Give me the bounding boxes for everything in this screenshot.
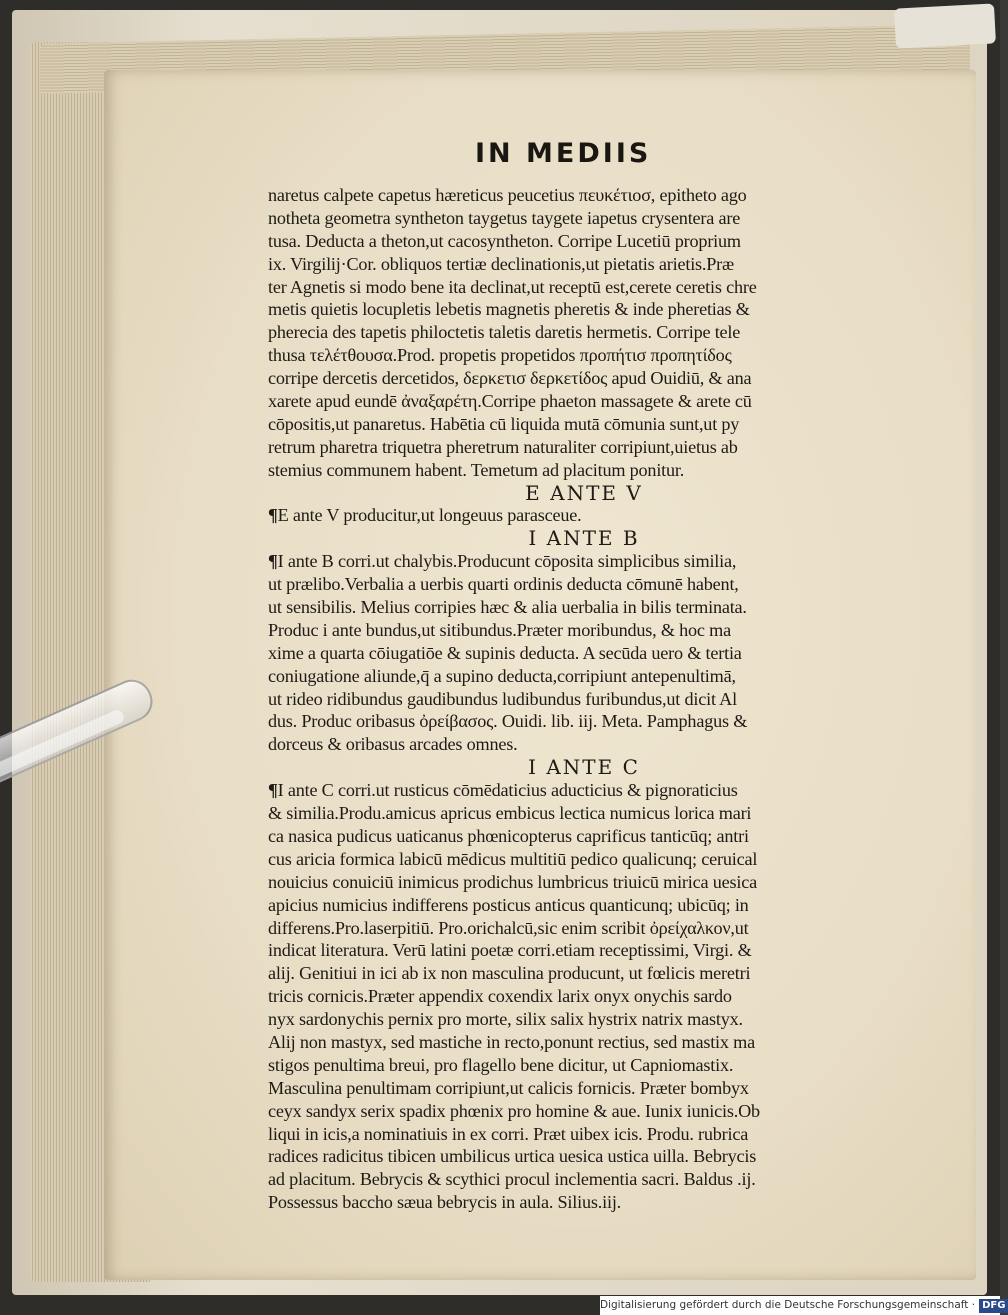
text-line: alij. Genitiui in ici ab ix non masculina producunt, ut fœlicis meretri — [268, 963, 751, 984]
text-line: ad placitum. Bebrycis & scythici procul inclementia sacri. Baldus .ij. — [268, 1169, 756, 1190]
text-line: & similia.Produ.amicus apricus embicus lectica numicus lorica mari — [268, 803, 752, 824]
text-line: Possessus baccho sæua bebrycis in aula. Silius.iij. — [268, 1192, 622, 1213]
text-line: Alij non mastyx, sed mastiche in recto,ponunt rectius, sed mastix ma — [268, 1031, 755, 1052]
text-line: cus aricia formica labicū mēdicus multitiū pedico qualicunq; ceruical — [268, 848, 758, 869]
text-line: dorceus & oribasus arcades omnes. — [268, 734, 518, 755]
text-line: ut prælibo.Verbalia a uerbis quarti ordinis deducta cōmunē habent, — [268, 574, 739, 595]
text-line: coniugatione aliunde,q̄ a supino deducta,corripiunt antepenultimā, — [268, 665, 736, 686]
text-line: stemius communem habent. Temetum ad placitum ponitur. — [268, 459, 685, 480]
section-heading-i-ante-b: I ANTE B — [528, 526, 640, 551]
section-heading-i-ante-c: I ANTE C — [528, 755, 640, 780]
footer-text: Digitalisierung gefördert durch die Deutsche Forschungsgemeinschaft · — [600, 1299, 976, 1311]
text-line: xime a quarta cōiugatiōe & supinis deducta. A secūda uero & tertia — [268, 642, 742, 663]
running-head: IN MEDIIS — [475, 138, 652, 169]
clip-band — [894, 3, 996, 48]
text-line: ca nasica pudicus uaticanus phœnicopterus caprificus tanticūq; antri — [268, 825, 749, 846]
text-line: apicius numicius indifferens posticus anticus quanticunq; ubicūq; in — [268, 894, 749, 915]
digitization-footer — [600, 1296, 1006, 1315]
pilcrow-icon: ¶ — [268, 780, 278, 801]
text-line: ix. Virgilij·Cor. obliquos tertiæ declinationis,ut pietatis arietis.Præ — [268, 253, 734, 274]
text-line: differens.Pro.laserpitiū. Pro.orichalcū,sic enim scribit ὀρείχαλκον,ut — [268, 917, 749, 938]
text-line: notheta geometra syntheton taygetus taygete iapetus crysentera are — [268, 207, 741, 228]
text-line: ter Agnetis si modo bene ita declinat,ut receptū est,cerete ceretis chre — [268, 276, 757, 297]
text-line: dus. Produc oribasus ὀρείβασος. Ouidi. lib. iij. Meta. Pamphagus & — [268, 711, 748, 732]
paragraph-text: E ante V producitur,ut longeuus parasceue. — [277, 505, 582, 526]
pilcrow-icon: ¶ — [268, 505, 278, 526]
text-line: nyx sardonychis pernix pro morte, silix salix hystrix natrix mastyx. — [268, 1009, 743, 1030]
section-heading-e-ante-v: E ANTE V — [525, 480, 643, 505]
text-line: radices radicitus tibicen umbilicus urtica uesica ustica uilla. Bebrycis — [268, 1146, 757, 1167]
body-text — [268, 184, 900, 1214]
text-line: pherecia des tapetis philoctetis taletis daretis hermetis. Corripe tele — [268, 322, 741, 343]
text-line: tusa. Deducta a theton,ut cacosyntheton. Corripe Lucetiū proprium — [268, 230, 741, 251]
paragraph-text: I ante B corri.ut chalybis.Producunt cōposita simplicibus similia, — [277, 551, 737, 572]
text-line: cōpositis,ut panaretus. Habētia cū liquida mutā cōmunia sunt,ut py — [268, 413, 740, 434]
text-line: Masculina penultimam corripiunt,ut calicis fornicis. Præter bombyx — [268, 1077, 749, 1098]
pilcrow-icon: ¶ — [268, 551, 278, 572]
text-line: naretus calpete capetus hæreticus peucetius πευκέτιοσ, epitheto ago — [268, 185, 747, 205]
text-line: tricis cornicis.Præter appendix coxendix larix onyx onychis sardo — [268, 986, 732, 1007]
text-line: liqui in icis,a nominatiuis in ex corri. Præt uibex icis. Produ. rubrica — [268, 1123, 749, 1144]
text-line — [268, 779, 900, 802]
text-line: ut rideo ridibundus gaudibundus ludibundus furibundus,ut dicit Al — [268, 688, 737, 709]
paragraph-text: I ante C corri.ut rusticus cōmēdaticius aducticius & pignoraticius — [277, 780, 738, 801]
text-line: ut sensibilis. Melius corripies hæc & alia uerbalia in bilis terminata. — [268, 597, 747, 618]
text-line: stigos penultima breui, pro flagello bene dicitur, ut Capniomastix. — [268, 1054, 734, 1075]
text-line: xarete apud eundē ἀναξαρέτη.Corripe phaeton massagete & arete cū — [268, 391, 752, 412]
text-line: Produc i ante bundus,ut sitibundus.Præter moribundus, & hoc ma — [268, 619, 731, 640]
text-line: thusa τελέτθουσα.Prod. propetis propetidos προπήτισ προπητίδος — [268, 345, 732, 366]
dfg-logo: DFG — [979, 1299, 1008, 1313]
text-line: corripe dercetis dercetidos, δερκετισ δερκετίδος apud Ouidiū, & ana — [268, 368, 752, 389]
text-line: retrum pharetra triquetra pheretrum naturaliter corripiunt,uietus ab — [268, 436, 738, 457]
text-line: ceyx sandyx serix spadix phœnix pro homine & aue. Iunix iunicis.Ob — [268, 1100, 760, 1121]
paragraph-e-ante-v — [268, 504, 900, 527]
text-line: nouicius conuiciū inimicus prodichus lumbricus triuicū mirica uesica — [268, 871, 757, 892]
text-line — [268, 550, 900, 573]
text-line: metis quietis locupletis lebetis magnetis pheretis & inde pheretias & — [268, 299, 750, 320]
text-line: indicat literatura. Verū latini poetæ corri.etiam receptissimi, Virgi. & — [268, 940, 752, 961]
